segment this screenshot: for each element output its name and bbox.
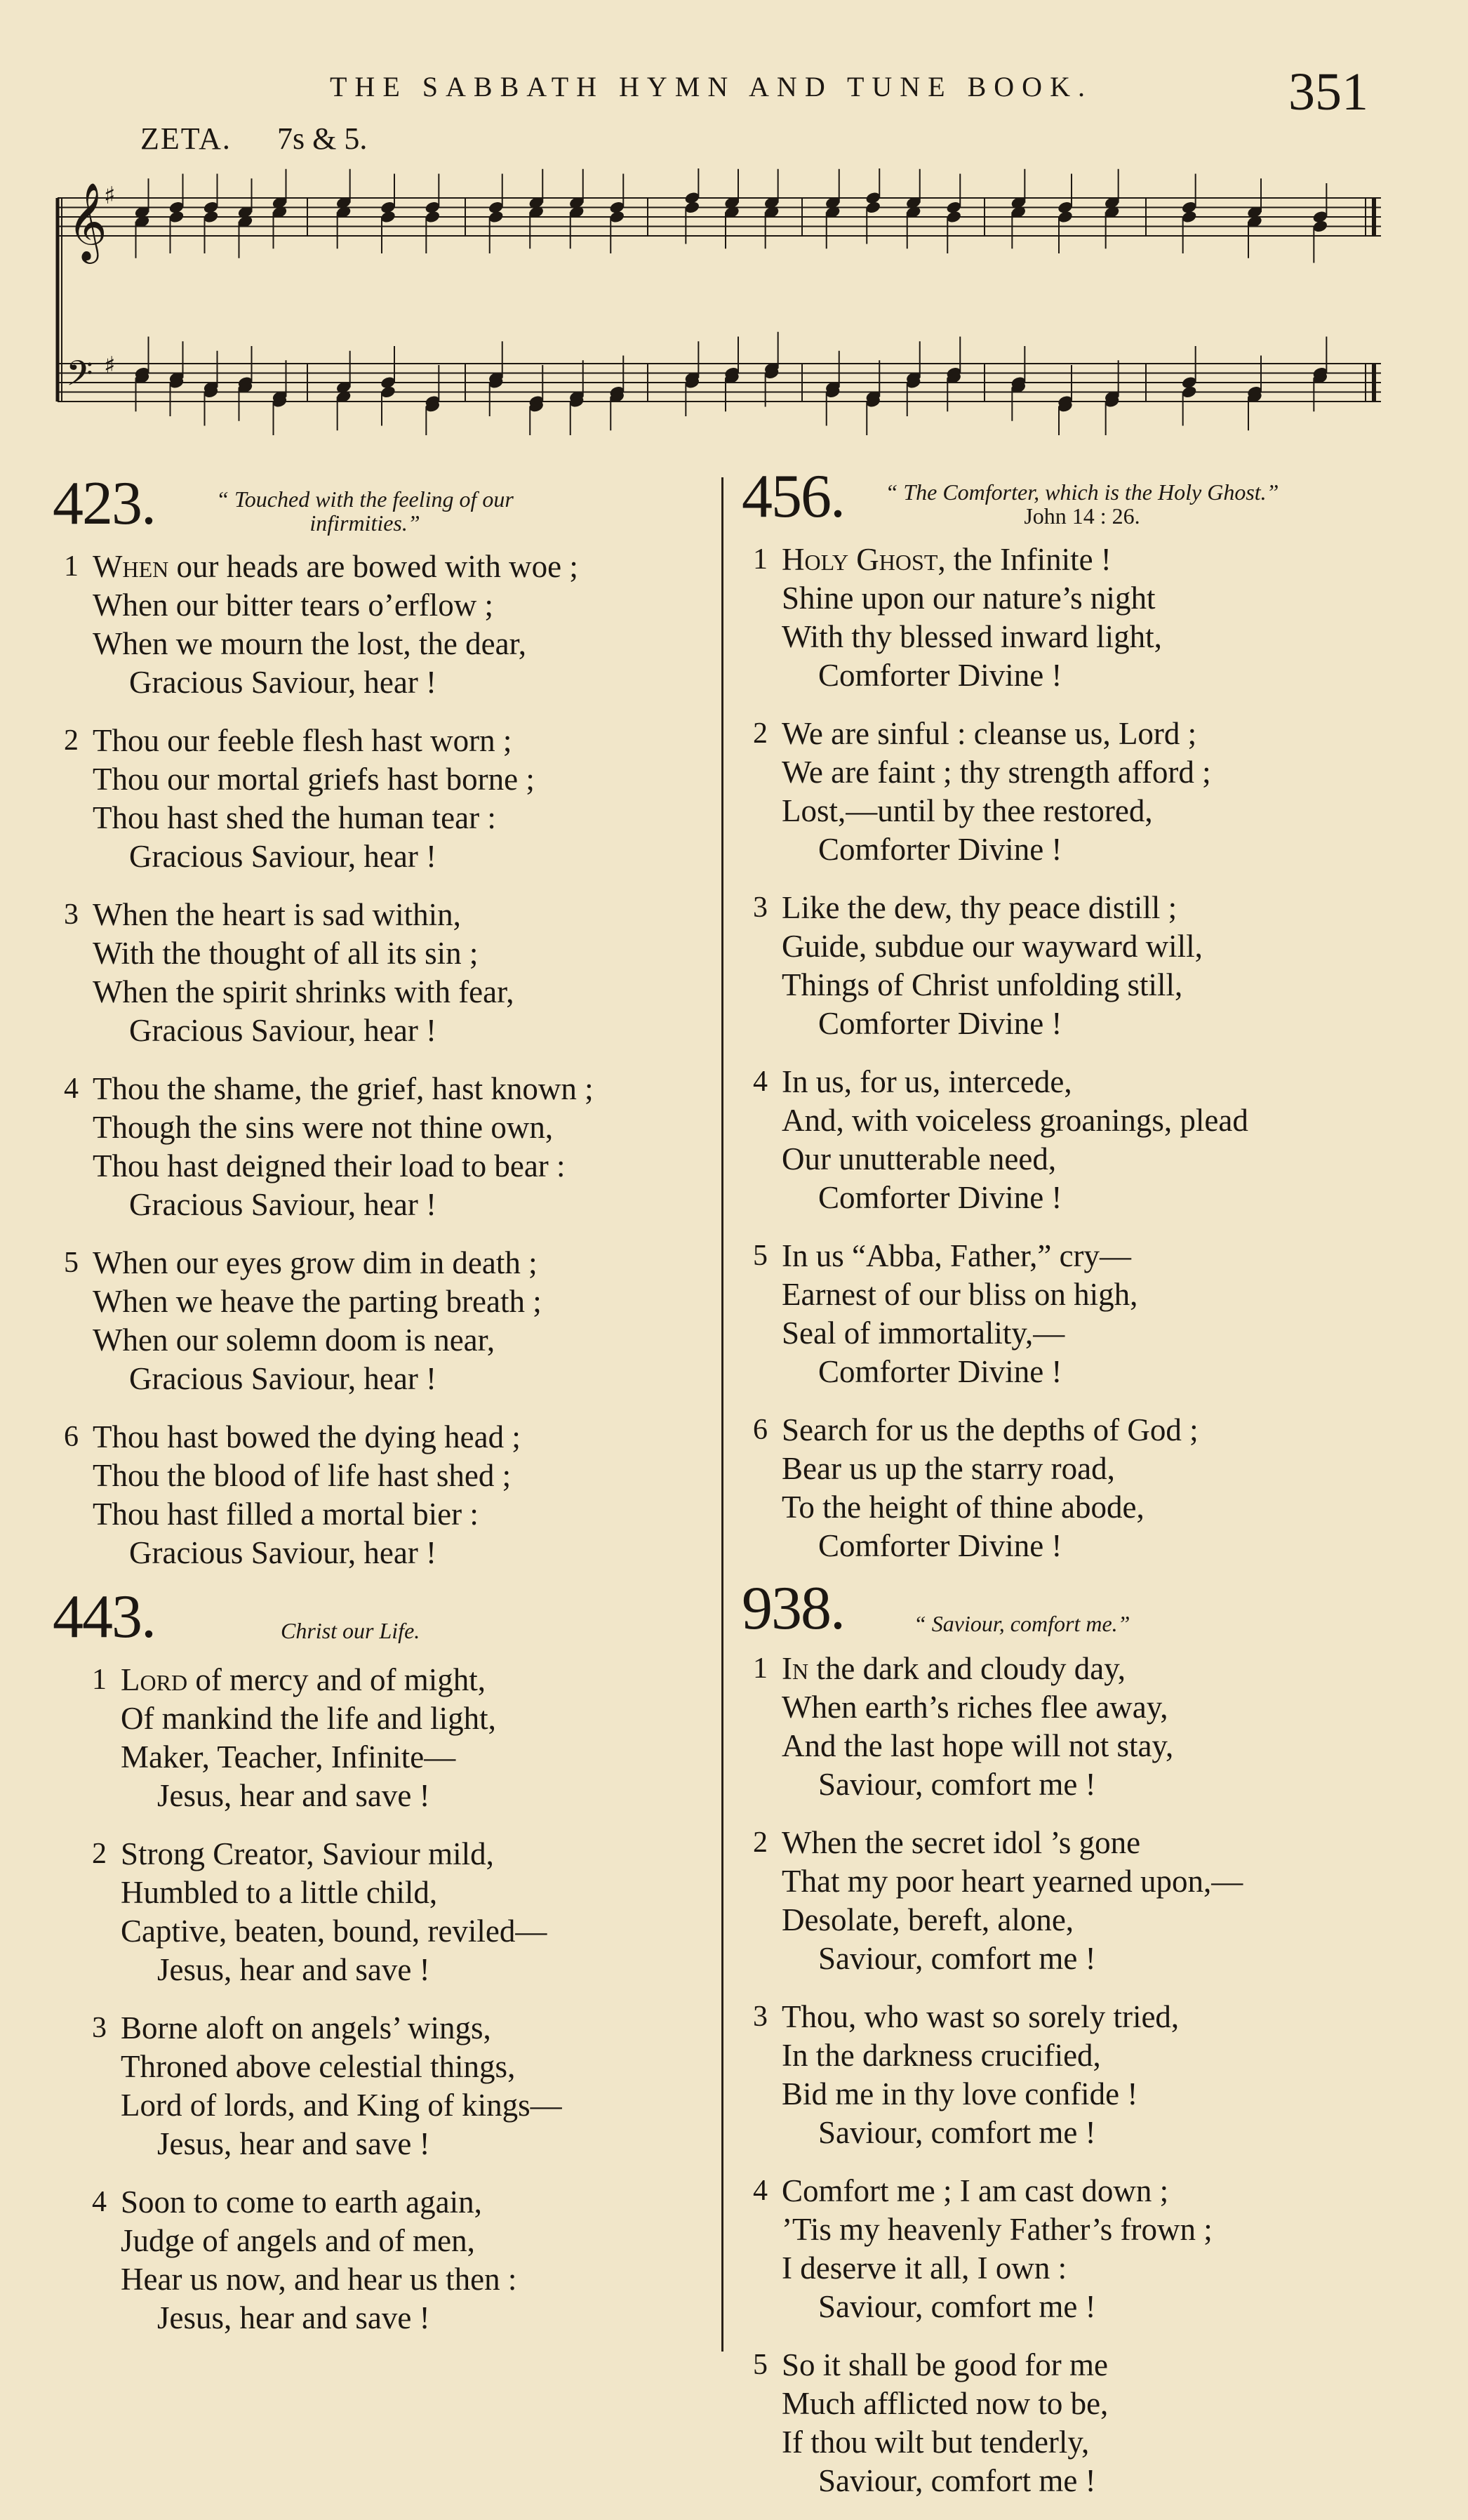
verse-line (93, 625, 723, 663)
verse-line (782, 2249, 1412, 2288)
verse-line (782, 792, 1412, 830)
verse-line-text: Jesus, hear and save ! (157, 1778, 430, 1813)
verse-line-text: When the secret idol ’s gone (782, 1825, 1141, 1860)
verse-line (782, 1063, 1412, 1101)
verses (49, 1661, 723, 2337)
verse-line-text: Bear us up the starry road, (782, 1451, 1115, 1486)
verse-line (93, 586, 723, 625)
verse-line-text: And the last hope will not stay, (782, 1728, 1174, 1763)
verse-line (121, 1738, 723, 1777)
verse-line-text: Comforter Divine ! (818, 1180, 1062, 1215)
refrain-line (782, 656, 1412, 695)
hymn-number: 443. (53, 1583, 155, 1651)
hymn-subtitle-line: infirmities.” (309, 510, 420, 536)
verse-line (782, 618, 1412, 656)
hymn-subtitle-line: Christ our Life. (281, 1618, 420, 1643)
verse-text (121, 1661, 723, 1815)
verse-line-text: Comforter Divine ! (818, 832, 1062, 867)
verse-line-text: When we mourn the lost, the dear, (93, 626, 527, 661)
refrain-line (782, 2462, 1412, 2500)
verse (49, 1418, 723, 1572)
refrain-line (782, 1939, 1412, 1978)
verse-line (121, 1699, 723, 1738)
verse-line (782, 753, 1412, 792)
verse-line-text: Comforter Divine ! (818, 1528, 1062, 1563)
verse-line-text: Gracious Saviour, hear ! (129, 1535, 437, 1570)
verse-number: 1 (753, 543, 768, 576)
verse-line-text: Humbled to a little child, (121, 1875, 438, 1910)
verse-line-text: Thou our mortal griefs hast borne ; (93, 762, 535, 797)
verse-line-text: Gracious Saviour, hear ! (129, 665, 437, 700)
verse-number: 3 (753, 891, 768, 924)
verse-line-text: Though the sins were not thine own, (93, 1110, 554, 1145)
verse-text (782, 1998, 1412, 2152)
verse-line (93, 1282, 723, 1321)
verse-line-text: Guide, subdue our wayward will, (782, 929, 1203, 964)
verse-line (782, 1488, 1412, 1527)
verse-number: 2 (64, 724, 79, 757)
verse-line (93, 1147, 723, 1186)
verse-line-text: We are sinful : cleanse us, Lord ; (782, 716, 1197, 751)
refrain-line (782, 1179, 1412, 1217)
verse-line-text: With the thought of all its sin ; (93, 936, 479, 971)
verse-line (93, 934, 723, 973)
verse (738, 1237, 1412, 1391)
verse-number: 2 (753, 717, 768, 750)
refrain-line (93, 1360, 723, 1398)
verse-opening-word: When (93, 549, 169, 584)
verse-text (782, 1650, 1412, 1804)
verse-line-text: of mercy and of might, (187, 1662, 486, 1697)
refrain-line (93, 837, 723, 876)
verse-text (93, 896, 723, 1050)
hymn-443 (49, 1583, 723, 2337)
verse-line-text: Throned above celestial things, (121, 2049, 516, 2084)
refrain-line (782, 1527, 1412, 1565)
verse-line-text: To the height of thine abode, (782, 1490, 1145, 1525)
verse-line (782, 2346, 1412, 2385)
refrain-line (121, 1777, 723, 1815)
verse-line-text: our heads are bowed with woe ; (168, 549, 578, 584)
verse-number: 5 (753, 2349, 768, 2381)
hymn-header (738, 1574, 1412, 1650)
verse (738, 2172, 1412, 2326)
verse-line-text: Thou hast deigned their load to bear : (93, 1148, 566, 1183)
tune-meter: 7s & 5. (277, 121, 368, 156)
verse-line-text: Our unutterable need, (782, 1141, 1057, 1176)
verse-line-text: Maker, Teacher, Infinite— (121, 1739, 456, 1775)
verse-line (782, 1237, 1412, 1275)
verse-line-text: Comfort me ; I am cast down ; (782, 2173, 1169, 2208)
verse-line (121, 2260, 723, 2299)
verse-line-text: Jesus, hear and save ! (157, 2126, 430, 2161)
tune-name: ZETA. (140, 121, 232, 156)
verse-line-text: Comforter Divine ! (818, 1006, 1062, 1041)
verse-line (782, 2172, 1412, 2210)
verse-line (782, 579, 1412, 618)
verse-line-text: Captive, beaten, bound, reviled— (121, 1914, 547, 1949)
verse-line (782, 927, 1412, 966)
verse-line (93, 973, 723, 1012)
hymn-subtitle-line: John 14 : 26. (1024, 503, 1140, 529)
verse-number: 6 (753, 1414, 768, 1446)
hymn-subtitle-line: “ Touched with the feeling of our (216, 486, 514, 512)
verse (738, 1063, 1412, 1217)
verse-text (93, 548, 723, 702)
verse-line-text: Search for us the depths of God ; (782, 1412, 1199, 1447)
verse-text (782, 2172, 1412, 2326)
verse-line-text: Comforter Divine ! (818, 658, 1062, 693)
verse-line-text: Gracious Saviour, hear ! (129, 1187, 437, 1222)
verse-text (121, 2183, 723, 2337)
verse (77, 1661, 723, 1815)
verse-text (93, 1244, 723, 1398)
verse (738, 541, 1412, 695)
verse-line-text: So it shall be good for me (782, 2347, 1108, 2382)
verse-line (93, 722, 723, 760)
refrain-line (782, 830, 1412, 869)
verse-number: 4 (753, 2175, 768, 2207)
verse-line (782, 1101, 1412, 1140)
verse-opening-word: In (782, 1651, 809, 1686)
verse-line-text: When our eyes grow dim in death ; (93, 1245, 538, 1280)
left-column (49, 470, 723, 2357)
right-column (738, 463, 1412, 2520)
verse-line-text: Things of Christ unfolding still, (782, 967, 1183, 1002)
refrain-line (93, 1186, 723, 1224)
verse-line-text: Saviour, comfort me ! (818, 1941, 1096, 1976)
verse-line (782, 1314, 1412, 1353)
verse-number: 1 (753, 1652, 768, 1685)
verse-line-text: With thy blessed inward light, (782, 619, 1162, 654)
verse-line-text: Jesus, hear and save ! (157, 2300, 430, 2335)
verse-line-text: Thou the shame, the grief, hast known ; (93, 1071, 594, 1106)
refrain-line (782, 1004, 1412, 1043)
verse-line (93, 760, 723, 799)
verse-line-text: And, with voiceless groanings, plead (782, 1103, 1248, 1138)
verse-line (93, 1457, 723, 1495)
hymn-subtitle (914, 1612, 1130, 1636)
verse-line (121, 1835, 723, 1874)
verse (49, 548, 723, 702)
verse-number: 3 (753, 2001, 768, 2033)
verse-line (93, 1495, 723, 1534)
verse-line (782, 889, 1412, 927)
verse-line (93, 1244, 723, 1282)
verse-line-text: Gracious Saviour, hear ! (129, 1361, 437, 1396)
verse-line (782, 1650, 1412, 1688)
verse-text (782, 715, 1412, 869)
verses (738, 1650, 1412, 2500)
hymn-number: 423. (53, 470, 155, 538)
refrain-line (93, 1534, 723, 1572)
verse-line (782, 2075, 1412, 2114)
verse-line (121, 2222, 723, 2260)
verse-text (782, 889, 1412, 1043)
verse-line-text: Jesus, hear and save ! (157, 1952, 430, 1987)
verse-text (782, 1237, 1412, 1391)
verse-line-text: Desolate, bereft, alone, (782, 1902, 1074, 1937)
verse-line-text: Lord of lords, and King of kings— (121, 2088, 562, 2123)
verse-number: 3 (92, 2012, 107, 2044)
verse (49, 896, 723, 1050)
verse-line (782, 966, 1412, 1004)
verse-line-text: Saviour, comfort me ! (818, 2463, 1096, 2498)
verse (77, 2183, 723, 2337)
page-number: 351 (1288, 62, 1368, 121)
verse-line-text: , the Infinite ! (937, 542, 1112, 577)
verse-number: 5 (753, 1240, 768, 1272)
verse-line (121, 2009, 723, 2048)
refrain-line (121, 2125, 723, 2163)
hymn-938 (738, 1574, 1412, 2500)
verse (738, 2346, 1412, 2500)
verse (738, 1998, 1412, 2152)
verse-line (782, 1411, 1412, 1450)
verse-line (782, 1862, 1412, 1901)
verse-line-text: Shine upon our nature’s night (782, 581, 1156, 616)
hymn-header (49, 1583, 723, 1661)
verse-line (121, 2183, 723, 2222)
verse-line (93, 896, 723, 934)
running-head: THE SABBATH HYMN AND TUNE BOOK. (330, 71, 1093, 102)
verse-line-text: Thou the blood of life hast shed ; (93, 1458, 512, 1493)
verse-line (93, 1070, 723, 1108)
verse (738, 1650, 1412, 1804)
verse-number: 4 (64, 1073, 79, 1105)
verse-line-text: When earth’s riches flee away, (782, 1690, 1168, 1725)
verse-text (782, 541, 1412, 695)
verse-line-text: the dark and cloudy day, (808, 1651, 1126, 1686)
verse-line-text: In us, for us, intercede, (782, 1064, 1072, 1099)
verse-line-text: Comforter Divine ! (818, 1354, 1062, 1389)
verse-line-text: When we heave the parting breath ; (93, 1284, 542, 1319)
verse-line-text: We are faint ; thy strength afford ; (782, 755, 1211, 790)
verse-text (121, 1835, 723, 1989)
verse-text (782, 1063, 1412, 1217)
verse-line-text: Thou hast filled a mortal bier : (93, 1497, 479, 1532)
verse-line (782, 1450, 1412, 1488)
hymn-subtitle-line: “ Saviour, comfort me.” (914, 1611, 1130, 1636)
sharp-icon: ♯ (104, 182, 116, 210)
verse-line-text: Borne aloft on angels’ wings, (121, 2010, 491, 2045)
sharp-icon: ♯ (104, 352, 116, 380)
verse-line (782, 1140, 1412, 1179)
verse-line (782, 1727, 1412, 1765)
verse-text (782, 1824, 1412, 1978)
verse-line-text: Hear us now, and hear us then : (121, 2262, 517, 2297)
verse (49, 722, 723, 876)
verse-line (782, 1275, 1412, 1314)
verse-line (782, 2210, 1412, 2249)
refrain-line (93, 1012, 723, 1050)
verse-line-text: Saviour, comfort me ! (818, 1767, 1096, 1802)
verse-text (93, 722, 723, 876)
verse-line (121, 1912, 723, 1951)
verse-text (121, 2009, 723, 2163)
verse-line (121, 1874, 723, 1912)
verse-line (782, 2385, 1412, 2423)
verse-line (121, 1661, 723, 1699)
hymn-subtitle (281, 1619, 420, 1643)
verse-line (93, 1418, 723, 1457)
verse-line-text: Soon to come to earth again, (121, 2184, 482, 2220)
verse-line (93, 548, 723, 586)
hymn-number: 938. (742, 1574, 844, 1643)
refrain-line (782, 2288, 1412, 2326)
verse-line (782, 2423, 1412, 2462)
verse-line-text: Of mankind the life and light, (121, 1701, 496, 1736)
hymn-subtitle (189, 487, 540, 535)
verse-line-text: Thou our feeble flesh hast worn ; (93, 723, 512, 758)
verse-line (121, 2048, 723, 2086)
bass-clef-icon: 𝄢 (66, 353, 93, 403)
verse-text (782, 1411, 1412, 1565)
verse (77, 2009, 723, 2163)
verse-line-text: When our bitter tears o’erflow ; (93, 588, 494, 623)
verse-line-text: Seal of immortality,— (782, 1315, 1065, 1351)
verse-line (93, 1108, 723, 1147)
music-score (55, 168, 1395, 435)
hymn-456 (738, 463, 1412, 1565)
hymn-number: 456. (742, 463, 844, 531)
verse-line (782, 1901, 1412, 1939)
verse-line-text: In us “Abba, Father,” cry— (782, 1238, 1132, 1273)
verse-opening-word: Lord (121, 1662, 188, 1697)
verse-line-text: Gracious Saviour, hear ! (129, 1013, 437, 1048)
verse-opening-word: Holy Ghost (782, 542, 938, 577)
verse-line-text: Judge of angels and of men, (121, 2223, 475, 2258)
verse (77, 1835, 723, 1989)
hymn-subtitle-line: “ The Comforter, which is the Holy Ghost.” (885, 479, 1279, 505)
verse-text (93, 1070, 723, 1224)
verse-line-text: Thou hast bowed the dying head ; (93, 1419, 521, 1454)
refrain-line (93, 663, 723, 702)
verse (738, 889, 1412, 1043)
hymn-header (738, 463, 1412, 541)
refrain-line (782, 1353, 1412, 1391)
refrain-line (121, 1951, 723, 1989)
verse-line (782, 1824, 1412, 1862)
verse-line (93, 1321, 723, 1360)
verse (49, 1070, 723, 1224)
verse-number: 3 (64, 898, 79, 931)
verses (49, 548, 723, 1572)
hymn-subtitle (865, 480, 1300, 528)
treble-clef-icon: 𝄞 (67, 182, 107, 260)
hymn-423 (49, 470, 723, 1572)
verse-line-text: I deserve it all, I own : (782, 2250, 1067, 2286)
verse-line-text: Earnest of our bliss on high, (782, 1277, 1138, 1312)
verse (738, 1411, 1412, 1565)
verse-number: 4 (92, 2186, 107, 2218)
verse-line-text: When the heart is sad within, (93, 897, 461, 932)
hymn-header (49, 470, 723, 548)
verse-line (782, 1688, 1412, 1727)
verse-number: 2 (753, 1826, 768, 1859)
verse (49, 1244, 723, 1398)
verse (738, 1824, 1412, 1978)
verse-line-text: When the spirit shrinks with fear, (93, 974, 514, 1009)
verse-line-text: Saviour, comfort me ! (818, 2115, 1096, 2150)
verse-line-text: Like the dew, thy peace distill ; (782, 890, 1177, 925)
refrain-line (782, 2114, 1412, 2152)
verse-number: 2 (92, 1838, 107, 1870)
verse-line (121, 2086, 723, 2125)
verse (738, 715, 1412, 869)
verse-line-text: Bid me in thy love confide ! (782, 2076, 1138, 2111)
verse-line-text: If thou wilt but tenderly, (782, 2425, 1090, 2460)
verse-line-text: In the darkness crucified, (782, 2038, 1101, 2073)
verse-number: 1 (92, 1664, 107, 1696)
verse-line (782, 715, 1412, 753)
verse-line-text: Strong Creator, Saviour mild, (121, 1836, 494, 1871)
verse-line-text: When our solemn doom is near, (93, 1322, 495, 1358)
verse-line-text: ’Tis my heavenly Father’s frown ; (782, 2212, 1213, 2247)
verses (738, 541, 1412, 1565)
verse-number: 1 (64, 550, 79, 583)
verse-line (782, 1998, 1412, 2036)
refrain-line (782, 1765, 1412, 1804)
verse-line-text: Thou hast shed the human tear : (93, 800, 496, 835)
verse-line-text: That my poor heart yearned upon,— (782, 1864, 1243, 1899)
verse-line-text: Lost,—until by thee restored, (782, 793, 1153, 828)
verse-line (782, 2036, 1412, 2075)
verse-line-text: Much afflicted now to be, (782, 2386, 1109, 2421)
verse-line (93, 799, 723, 837)
verse-line-text: Thou, who wast so sorely tried, (782, 1999, 1180, 2034)
verse-number: 6 (64, 1421, 79, 1453)
verse-text (93, 1418, 723, 1572)
verse-number: 5 (64, 1247, 79, 1279)
verse-line-text: Gracious Saviour, hear ! (129, 839, 437, 874)
verse-text (782, 2346, 1412, 2500)
verse-line-text: Saviour, comfort me ! (818, 2289, 1096, 2324)
verse-line (782, 541, 1412, 579)
verse-number: 4 (753, 1066, 768, 1098)
refrain-line (121, 2299, 723, 2337)
